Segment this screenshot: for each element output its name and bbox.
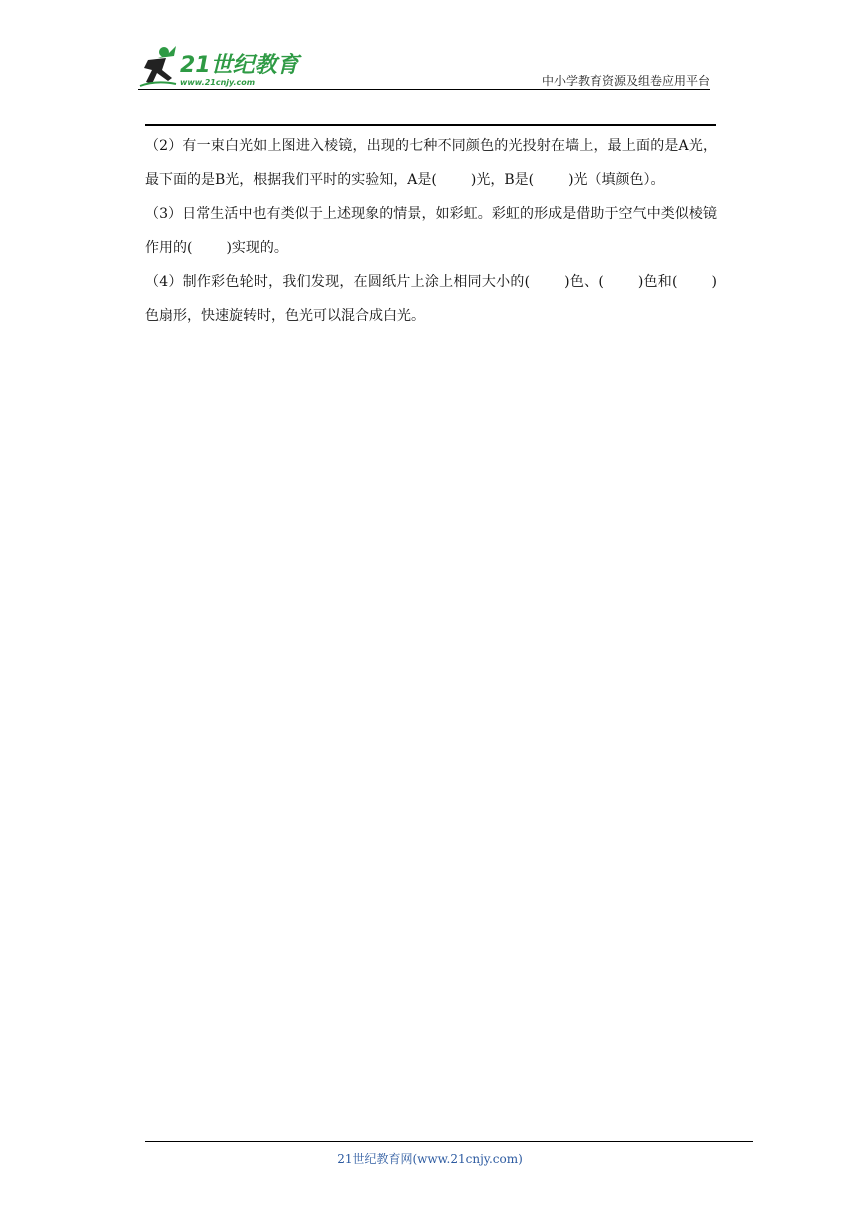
question-4-text: )色扇形，快速旋转时，色光可以混合成白光。	[145, 274, 717, 324]
question-4-text: )色、(	[564, 274, 604, 290]
question-2	[145, 129, 717, 197]
question-2-text: )光（填颜色）。	[568, 172, 665, 188]
question-content	[145, 129, 717, 333]
content-top-divider	[145, 124, 716, 126]
question-4	[145, 265, 717, 333]
platform-label: 中小学教育资源及组卷应用平台	[541, 74, 710, 88]
question-4-text: )色和(	[637, 274, 678, 290]
question-3	[145, 197, 717, 265]
question-3-text: )实现的。	[226, 240, 288, 256]
logo-url: www.21cnjy.com	[180, 78, 256, 87]
runner-logo-icon	[138, 44, 178, 88]
page-footer: 21世纪教育网(www.21cnjy.com)	[337, 1152, 523, 1166]
logo	[138, 44, 313, 88]
question-2-text: （2）有一束白光如上图进入棱镜，出现的七种不同颜色的光投射在墙上，最上面的是A光，最下面的是B光，根据我们平时的实验知，A是(	[145, 138, 717, 188]
question-2-text: )光，B是(	[470, 172, 535, 188]
logo-text: 21世纪教育	[180, 53, 299, 78]
question-3-text: （3）日常生活中也有类似于上述现象的情景，如彩虹。彩虹的形成是借助于空气中类似棱镜作用的(	[145, 206, 717, 256]
footer-divider	[145, 1141, 753, 1142]
question-4-text: （4）制作彩色轮时，我们发现，在圆纸片上涂上相同大小的(	[145, 274, 531, 290]
page-header	[138, 40, 710, 92]
header-divider	[138, 89, 710, 90]
